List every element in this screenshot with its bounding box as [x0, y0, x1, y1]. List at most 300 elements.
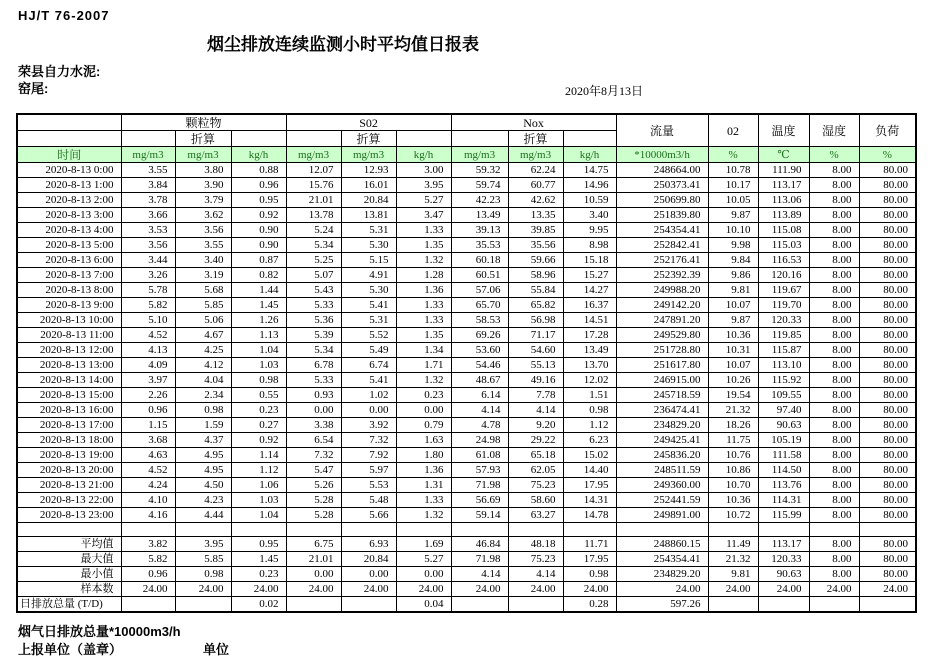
summary-value-cell: 113.17 [758, 537, 809, 552]
value-cell: 71.98 [451, 478, 508, 493]
time-cell: 2020-8-13 13:00 [17, 358, 121, 373]
summary-value-cell: 21.01 [286, 552, 341, 567]
value-cell: 1.32 [396, 253, 451, 268]
value-cell: 5.41 [341, 373, 396, 388]
value-cell: 8.00 [809, 298, 859, 313]
value-cell: 80.00 [859, 373, 916, 388]
value-cell: 21.01 [286, 193, 341, 208]
value-cell: 4.12 [175, 358, 231, 373]
value-cell: 8.00 [809, 343, 859, 358]
summary-value-cell [286, 597, 341, 613]
summary-value-cell [451, 597, 508, 613]
value-cell: 249360.00 [616, 478, 708, 493]
value-cell: 1.32 [396, 508, 451, 523]
summary-value-cell: 8.00 [809, 537, 859, 552]
unit-header: kg/h [396, 147, 451, 163]
value-cell: 1.26 [231, 313, 286, 328]
value-cell: 120.33 [758, 313, 809, 328]
value-cell: 10.72 [708, 508, 758, 523]
value-cell: 5.27 [396, 193, 451, 208]
summary-value-cell: 24.00 [341, 582, 396, 597]
value-cell: 59.32 [451, 163, 508, 178]
value-cell: 249891.00 [616, 508, 708, 523]
value-cell: 10.70 [708, 478, 758, 493]
summary-value-cell: 24.00 [286, 582, 341, 597]
summary-value-cell: 120.33 [758, 552, 809, 567]
value-cell: 3.55 [175, 238, 231, 253]
time-cell: 2020-8-13 15:00 [17, 388, 121, 403]
value-cell: 10.59 [563, 193, 616, 208]
value-cell: 247891.20 [616, 313, 708, 328]
value-cell: 1.59 [175, 418, 231, 433]
table-row [17, 223, 916, 238]
summary-value-cell: 8.00 [809, 552, 859, 567]
value-cell: 39.85 [508, 223, 563, 238]
value-cell: 80.00 [859, 298, 916, 313]
value-cell: 7.78 [508, 388, 563, 403]
summary-value-cell: 3.95 [175, 537, 231, 552]
value-cell: 2.34 [175, 388, 231, 403]
value-cell: 42.62 [508, 193, 563, 208]
summary-value-cell: 11.49 [708, 537, 758, 552]
time-header: 时间 [17, 147, 121, 163]
value-cell: 13.49 [563, 343, 616, 358]
value-cell: 113.06 [758, 193, 809, 208]
unit-header: % [859, 147, 916, 163]
value-cell: 65.82 [508, 298, 563, 313]
value-cell: 1.63 [396, 433, 451, 448]
value-cell: 80.00 [859, 493, 916, 508]
value-cell: 1.33 [396, 493, 451, 508]
value-cell: 8.98 [563, 238, 616, 253]
value-cell: 8.00 [809, 508, 859, 523]
value-cell: 8.00 [809, 358, 859, 373]
value-cell: 10.86 [708, 463, 758, 478]
summary-value-cell: 48.18 [508, 537, 563, 552]
value-cell: 10.07 [708, 358, 758, 373]
value-cell: 3.19 [175, 268, 231, 283]
value-cell: 80.00 [859, 343, 916, 358]
summary-value-cell [508, 597, 563, 613]
value-cell: 0.82 [231, 268, 286, 283]
value-cell: 3.56 [121, 238, 175, 253]
table-row [17, 508, 916, 523]
value-cell: 1.14 [231, 448, 286, 463]
time-cell: 2020-8-13 0:00 [17, 163, 121, 178]
unit-header: mg/m3 [175, 147, 231, 163]
value-cell: 8.00 [809, 163, 859, 178]
value-cell: 60.18 [451, 253, 508, 268]
table-row [17, 433, 916, 448]
spacer-row [17, 523, 916, 537]
value-cell: 4.63 [121, 448, 175, 463]
value-cell: 5.24 [286, 223, 341, 238]
table-row [17, 313, 916, 328]
value-cell: 80.00 [859, 238, 916, 253]
value-cell: 3.26 [121, 268, 175, 283]
table-row [17, 493, 916, 508]
value-cell: 5.53 [341, 478, 396, 493]
value-cell: 18.26 [708, 418, 758, 433]
summary-value-cell: 5.85 [175, 552, 231, 567]
summary-value-cell: 90.63 [758, 567, 809, 582]
table-row [17, 373, 916, 388]
value-cell: 4.24 [121, 478, 175, 493]
value-cell: 5.78 [121, 283, 175, 298]
table-row [17, 163, 916, 178]
summary-value-cell: 21.32 [708, 552, 758, 567]
value-cell: 0.87 [231, 253, 286, 268]
time-cell: 2020-8-13 2:00 [17, 193, 121, 208]
value-cell: 57.06 [451, 283, 508, 298]
summary-value-cell: 9.81 [708, 567, 758, 582]
time-cell: 2020-8-13 20:00 [17, 463, 121, 478]
value-cell: 69.26 [451, 328, 508, 343]
value-cell: 17.28 [563, 328, 616, 343]
value-cell: 1.02 [341, 388, 396, 403]
value-cell: 114.50 [758, 463, 809, 478]
value-cell: 80.00 [859, 508, 916, 523]
summary-label: 最大值 [17, 552, 121, 567]
value-cell: 3.66 [121, 208, 175, 223]
table-row [17, 208, 916, 223]
value-cell: 8.00 [809, 238, 859, 253]
value-cell: 5.30 [341, 283, 396, 298]
value-cell: 1.28 [396, 268, 451, 283]
value-cell: 8.00 [809, 463, 859, 478]
summary-value-cell: 24.00 [616, 582, 708, 597]
value-cell: 5.28 [286, 493, 341, 508]
value-cell: 4.09 [121, 358, 175, 373]
value-cell: 119.67 [758, 283, 809, 298]
value-cell: 39.13 [451, 223, 508, 238]
value-cell: 115.08 [758, 223, 809, 238]
value-cell: 80.00 [859, 253, 916, 268]
value-cell: 4.16 [121, 508, 175, 523]
value-cell: 8.00 [809, 373, 859, 388]
value-cell: 252176.41 [616, 253, 708, 268]
time-cell: 2020-8-13 16:00 [17, 403, 121, 418]
time-cell: 2020-8-13 11:00 [17, 328, 121, 343]
value-cell: 80.00 [859, 463, 916, 478]
value-cell: 9.87 [708, 313, 758, 328]
value-cell: 115.87 [758, 343, 809, 358]
value-cell: 60.77 [508, 178, 563, 193]
value-cell: 12.02 [563, 373, 616, 388]
value-cell: 5.43 [286, 283, 341, 298]
value-cell: 3.00 [396, 163, 451, 178]
summary-value-cell: 254354.41 [616, 552, 708, 567]
value-cell: 56.98 [508, 313, 563, 328]
summary-value-cell: 0.23 [231, 567, 286, 582]
value-cell: 58.60 [508, 493, 563, 508]
value-cell: 8.00 [809, 208, 859, 223]
value-cell: 5.34 [286, 343, 341, 358]
value-cell: 58.53 [451, 313, 508, 328]
value-cell: 113.17 [758, 178, 809, 193]
value-cell: 10.10 [708, 223, 758, 238]
summary-value-cell: 248860.15 [616, 537, 708, 552]
summary-value-cell: 24.00 [859, 582, 916, 597]
value-cell: 4.14 [508, 403, 563, 418]
value-cell: 15.18 [563, 253, 616, 268]
summary-value-cell: 24.00 [809, 582, 859, 597]
summary-value-cell: 5.27 [396, 552, 451, 567]
value-cell: 9.81 [708, 283, 758, 298]
value-cell: 0.96 [231, 178, 286, 193]
value-cell: 0.98 [563, 403, 616, 418]
value-cell: 6.54 [286, 433, 341, 448]
summary-row [17, 552, 916, 567]
value-cell: 55.13 [508, 358, 563, 373]
value-cell: 80.00 [859, 208, 916, 223]
value-cell: 57.93 [451, 463, 508, 478]
group-header-humidity: 湿度 [809, 114, 859, 147]
summary-value-cell: 4.14 [508, 567, 563, 582]
summary-value-cell [121, 597, 175, 613]
value-cell: 0.90 [231, 238, 286, 253]
value-cell: 13.78 [286, 208, 341, 223]
value-cell: 9.86 [708, 268, 758, 283]
value-cell: 63.27 [508, 508, 563, 523]
value-cell: 3.92 [341, 418, 396, 433]
value-cell: 5.15 [341, 253, 396, 268]
value-cell: 48.67 [451, 373, 508, 388]
value-cell: 8.00 [809, 193, 859, 208]
value-cell: 80.00 [859, 478, 916, 493]
value-cell: 80.00 [859, 448, 916, 463]
value-cell: 3.62 [175, 208, 231, 223]
time-cell: 2020-8-13 21:00 [17, 478, 121, 493]
value-cell: 3.80 [175, 163, 231, 178]
table-row [17, 178, 916, 193]
value-cell: 7.32 [286, 448, 341, 463]
summary-value-cell: 597.26 [616, 597, 708, 613]
summary-label: 平均值 [17, 537, 121, 552]
converted-header-nox: 折算 [508, 131, 563, 147]
value-cell: 5.34 [286, 238, 341, 253]
value-cell: 10.36 [708, 493, 758, 508]
summary-value-cell: 17.95 [563, 552, 616, 567]
summary-value-cell [809, 597, 859, 613]
group-header-o2: 02 [708, 114, 758, 147]
value-cell: 80.00 [859, 283, 916, 298]
time-cell: 2020-8-13 1:00 [17, 178, 121, 193]
value-cell: 10.36 [708, 328, 758, 343]
summary-value-cell: 0.98 [175, 567, 231, 582]
value-cell: 11.75 [708, 433, 758, 448]
value-cell: 61.08 [451, 448, 508, 463]
value-cell: 54.46 [451, 358, 508, 373]
value-cell: 5.06 [175, 313, 231, 328]
time-header-spacer [17, 114, 121, 131]
value-cell: 35.56 [508, 238, 563, 253]
value-cell: 65.70 [451, 298, 508, 313]
value-cell: 0.95 [231, 193, 286, 208]
value-cell: 1.80 [396, 448, 451, 463]
summary-value-cell: 24.00 [758, 582, 809, 597]
value-cell: 4.50 [175, 478, 231, 493]
value-cell: 5.33 [286, 373, 341, 388]
summary-value-cell: 80.00 [859, 537, 916, 552]
value-cell: 1.51 [563, 388, 616, 403]
table-row [17, 358, 916, 373]
value-cell: 80.00 [859, 178, 916, 193]
value-cell: 113.76 [758, 478, 809, 493]
summary-value-cell: 6.93 [341, 537, 396, 552]
value-cell: 109.55 [758, 388, 809, 403]
value-cell: 3.55 [121, 163, 175, 178]
value-cell: 5.52 [341, 328, 396, 343]
summary-value-cell [758, 597, 809, 613]
value-cell: 14.51 [563, 313, 616, 328]
value-cell: 6.23 [563, 433, 616, 448]
value-cell: 4.91 [341, 268, 396, 283]
value-cell: 0.92 [231, 433, 286, 448]
value-cell: 24.98 [451, 433, 508, 448]
value-cell: 3.44 [121, 253, 175, 268]
summary-value-cell: 0.02 [231, 597, 286, 613]
summary-value-cell [341, 597, 396, 613]
value-cell: 8.00 [809, 493, 859, 508]
value-cell: 3.38 [286, 418, 341, 433]
summary-value-cell: 0.00 [341, 567, 396, 582]
table-row [17, 283, 916, 298]
footer-report-unit: 上报单位（盖章） [18, 642, 123, 657]
company-name: 荣县自力水泥: [18, 64, 101, 79]
group-header-load: 负荷 [859, 114, 916, 147]
group-header-so2: S02 [286, 114, 451, 131]
time-cell: 2020-8-13 14:00 [17, 373, 121, 388]
value-cell: 1.15 [121, 418, 175, 433]
value-cell: 5.39 [286, 328, 341, 343]
value-cell: 6.78 [286, 358, 341, 373]
value-cell: 14.40 [563, 463, 616, 478]
summary-value-cell [859, 597, 916, 613]
table-row [17, 193, 916, 208]
value-cell: 252441.59 [616, 493, 708, 508]
unit-header: ℃ [758, 147, 809, 163]
value-cell: 13.49 [451, 208, 508, 223]
value-cell: 6.74 [341, 358, 396, 373]
value-cell: 14.96 [563, 178, 616, 193]
value-cell: 0.55 [231, 388, 286, 403]
value-cell: 3.53 [121, 223, 175, 238]
summary-value-cell: 4.14 [451, 567, 508, 582]
value-cell: 49.16 [508, 373, 563, 388]
summary-row [17, 537, 916, 552]
report-table [16, 113, 917, 613]
value-cell: 14.31 [563, 493, 616, 508]
value-cell: 8.00 [809, 223, 859, 238]
value-cell: 3.40 [175, 253, 231, 268]
value-cell: 0.92 [231, 208, 286, 223]
value-cell: 9.20 [508, 418, 563, 433]
value-cell: 7.92 [341, 448, 396, 463]
table-row [17, 403, 916, 418]
value-cell: 5.66 [341, 508, 396, 523]
summary-label: 样本数 [17, 582, 121, 597]
summary-value-cell: 5.82 [121, 552, 175, 567]
table-row [17, 343, 916, 358]
summary-value-cell: 80.00 [859, 552, 916, 567]
value-cell: 56.69 [451, 493, 508, 508]
value-cell: 250373.41 [616, 178, 708, 193]
value-cell: 14.75 [563, 163, 616, 178]
value-cell: 1.35 [396, 328, 451, 343]
value-cell: 9.87 [708, 208, 758, 223]
value-cell: 5.48 [341, 493, 396, 508]
value-cell: 80.00 [859, 403, 916, 418]
table-row [17, 253, 916, 268]
unit-header: mg/m3 [121, 147, 175, 163]
value-cell: 90.63 [758, 418, 809, 433]
value-cell: 115.03 [758, 238, 809, 253]
value-cell: 4.52 [121, 328, 175, 343]
value-cell: 10.31 [708, 343, 758, 358]
value-cell: 0.93 [286, 388, 341, 403]
value-cell: 12.07 [286, 163, 341, 178]
value-cell: 4.95 [175, 448, 231, 463]
value-cell: 5.49 [341, 343, 396, 358]
time-cell: 2020-8-13 22:00 [17, 493, 121, 508]
value-cell: 0.23 [396, 388, 451, 403]
value-cell: 248511.59 [616, 463, 708, 478]
value-cell: 5.36 [286, 313, 341, 328]
value-cell: 8.00 [809, 268, 859, 283]
summary-value-cell: 24.00 [563, 582, 616, 597]
value-cell: 252842.41 [616, 238, 708, 253]
value-cell: 252392.39 [616, 268, 708, 283]
value-cell: 249529.80 [616, 328, 708, 343]
value-cell: 59.74 [451, 178, 508, 193]
table-row [17, 238, 916, 253]
value-cell: 4.44 [175, 508, 231, 523]
value-cell: 4.25 [175, 343, 231, 358]
footer-note: 烟气日排放总量*10000m3/h [18, 624, 181, 639]
summary-value-cell: 0.95 [231, 537, 286, 552]
summary-value-cell: 1.45 [231, 552, 286, 567]
value-cell: 16.01 [341, 178, 396, 193]
value-cell: 10.05 [708, 193, 758, 208]
time-cell: 2020-8-13 8:00 [17, 283, 121, 298]
summary-label: 最小值 [17, 567, 121, 582]
value-cell: 245718.59 [616, 388, 708, 403]
value-cell: 0.00 [341, 403, 396, 418]
value-cell: 5.25 [286, 253, 341, 268]
unit-header: *10000m3/h [616, 147, 708, 163]
value-cell: 251617.80 [616, 358, 708, 373]
value-cell: 250699.80 [616, 193, 708, 208]
value-cell: 58.96 [508, 268, 563, 283]
value-cell: 10.78 [708, 163, 758, 178]
value-cell: 251839.80 [616, 208, 708, 223]
value-cell: 2.26 [121, 388, 175, 403]
value-cell: 248664.00 [616, 163, 708, 178]
summary-value-cell: 24.00 [708, 582, 758, 597]
value-cell: 97.40 [758, 403, 809, 418]
unit-header: kg/h [231, 147, 286, 163]
value-cell: 13.81 [341, 208, 396, 223]
value-cell: 5.30 [341, 238, 396, 253]
value-cell: 0.79 [396, 418, 451, 433]
summary-value-cell: 0.00 [286, 567, 341, 582]
unit-header: kg/h [563, 147, 616, 163]
value-cell: 35.53 [451, 238, 508, 253]
value-cell: 59.14 [451, 508, 508, 523]
time-cell: 2020-8-13 5:00 [17, 238, 121, 253]
value-cell: 9.98 [708, 238, 758, 253]
